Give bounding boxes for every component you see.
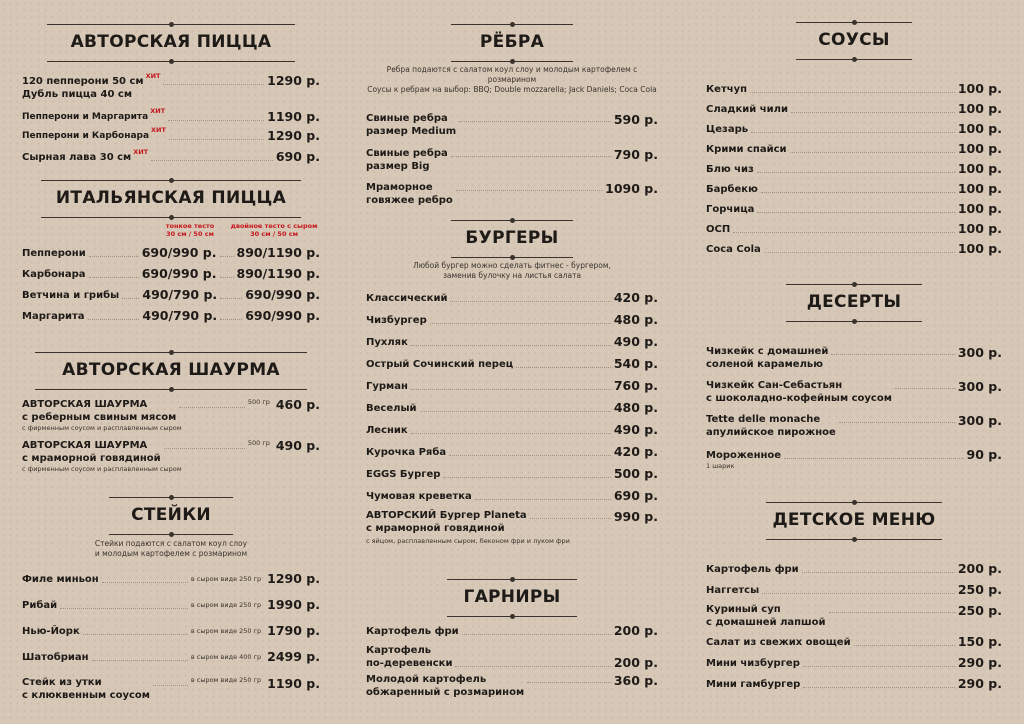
section-note: Стейки подаются с салатом коул слоу и молодым картофелем с розмарином	[94, 539, 248, 558]
menu-item: Цезарь 100 р.	[706, 121, 1002, 136]
menu-item: Tette delle monache апулийское пирожное 300 р.	[706, 413, 1002, 438]
menu-item: Пухляк 490 р.	[366, 334, 658, 349]
menu-item: Картофель фри 200 р.	[366, 623, 658, 638]
price: 1290 р.	[267, 128, 320, 143]
menu-item: Классический 420 р.	[366, 290, 658, 305]
menu-item: Чумовая креветка 690 р.	[366, 488, 658, 503]
section-header	[47, 24, 295, 62]
menu-item: Мини чизбургер 290 р.	[706, 655, 1002, 670]
section-header	[41, 180, 301, 218]
menu-item: Барбекю 100 р.	[706, 181, 1002, 196]
menu-item: Карбонара 690/990 р. 890/1190 р.	[22, 266, 320, 281]
section-title: АВТОРСКАЯ ШАУРМА	[62, 360, 280, 380]
sauce-list	[706, 82, 1002, 256]
menu-item: Мраморное говяжее ребро 1090 р.	[366, 181, 658, 206]
section-avtor-pizza	[22, 24, 320, 164]
menu-item: Наггетсы 250 р.	[706, 582, 1002, 597]
menu-item: Coca Cola 100 р.	[706, 241, 1002, 256]
hit-badge: ХИТ	[151, 126, 166, 134]
menu-item: Свиные ребра размер Big 790 р.	[366, 147, 658, 172]
menu-item: Чизбургер 480 р.	[366, 312, 658, 327]
menu-item: Веселый 480 р.	[366, 400, 658, 415]
menu-item: Крими спайси 100 р.	[706, 141, 1002, 156]
menu-item: Курочка Ряба 420 р.	[366, 444, 658, 459]
menu-item: 120 пепперони 50 см $^{ХИТ}$ 1290 р.	[22, 72, 320, 88]
menu-item: Молодой картофель обжаренный с розмарином 360 р.	[366, 673, 658, 698]
section-header	[451, 24, 573, 62]
menu-item: АВТОРСКАЯ ШАУРМА с мраморной говядиной 500 гр 490 р. с фирменным соусом и расплавленным сыром	[22, 438, 320, 473]
price: 690 р.	[275, 149, 320, 164]
section-header	[447, 579, 577, 617]
menu-item: Филе миньон в сыром виде 250 гр 1290 р.	[22, 571, 320, 586]
section-burgers	[366, 220, 658, 546]
menu-item: Пепперони и Карбонара$^{ХИТ}$ 1290 р.	[22, 126, 320, 143]
menu-item: Мини гамбургер 290 р.	[706, 676, 1002, 691]
menu-item: Мороженное 90 р. 1 шарик	[706, 447, 1002, 470]
section-note: Ребра подаются с салатом коул слоу и молодым картофелем с розмарином Соусы к ребрам на выбор: BBQ; Double mozzarella; Jack Daniels; Coca Cola	[367, 65, 657, 94]
section-title: ДЕТСКОЕ МЕНЮ	[772, 510, 936, 530]
menu-item: Рибай в сыром виде 250 гр 1990 р.	[22, 597, 320, 612]
menu-item: Лесник 490 р.	[366, 422, 658, 437]
section-garnish	[366, 579, 658, 699]
menu-item: Стейк из утки с клюквенным соусом в сыром виде 250 гр 1190 р.	[22, 676, 320, 701]
section-sauces	[706, 22, 1002, 256]
hit-badge: ХИТ	[133, 148, 149, 156]
menu-item: Маргарита 490/790 р. 690/990 р.	[22, 308, 320, 323]
menu-item: Нью-Йорк в сыром виде 250 гр 1790 р.	[22, 623, 320, 638]
section-desserts	[706, 284, 1002, 471]
menu-item: Чизкейк с домашней соленой карамелью 300 р.	[706, 345, 1002, 370]
section-title: БУРГЕРЫ	[465, 228, 559, 248]
section-title: ИТАЛЬЯНСКАЯ ПИЦЦА	[55, 188, 287, 208]
section-title: СОУСЫ	[818, 30, 890, 50]
menu-item: Картофель по-деревенски 200 р.	[366, 645, 658, 670]
menu-item: Сладкий чили 100 р.	[706, 101, 1002, 116]
section-shawarma	[22, 352, 320, 474]
menu-item: Блю чиз 100 р.	[706, 161, 1002, 176]
section-header	[786, 284, 922, 322]
menu-item: Салат из свежих овощей 150 р.	[706, 634, 1002, 649]
menu-item: АВТОРСКАЯ ШАУРМА с реберным свиным мясом 500 гр 460 р. с фирменным соусом и расплавленным сыром	[22, 397, 320, 432]
section-title: СТЕЙКИ	[131, 505, 211, 525]
section-steaks	[22, 497, 320, 702]
section-kids	[706, 502, 1002, 691]
section-header	[109, 497, 233, 535]
thin-dough-label: тонкое тесто 30 см / 50 см	[165, 222, 215, 238]
section-header	[766, 502, 942, 540]
price: 1190 р.	[267, 109, 320, 124]
section-title: АВТОРСКАЯ ПИЦЦА	[70, 32, 272, 52]
menu-item: Кетчуп 100 р.	[706, 81, 1002, 96]
menu-item: Пепперони и Маргарита$^{ХИТ}$ 1190 р.	[22, 107, 320, 124]
hit-badge: ХИТ	[145, 72, 161, 80]
menu-item: Куриный суп с домашней лапшой 250 р.	[706, 603, 1002, 628]
section-header	[451, 220, 573, 258]
section-note: Любой бургер можно сделать фитнес - бургером, заменив булочку на листья салата	[413, 261, 611, 280]
menu-item: ОСП 100 р.	[706, 221, 1002, 236]
section-ribs	[366, 24, 658, 207]
menu-item: EGGS Бургер 500 р.	[366, 466, 658, 481]
hit-badge: ХИТ	[150, 107, 166, 115]
burger-list	[366, 291, 658, 546]
menu-item: Шатобриан в сыром виде 400 гр 2499 р.	[22, 649, 320, 664]
double-dough-label: двойное тесто с сыром 30 см / 50 см	[230, 222, 318, 238]
menu-item: Пепперони 690/990 р. 890/1190 р.	[22, 245, 320, 260]
section-header	[796, 22, 912, 60]
section-title: ДЕСЕРТЫ	[806, 292, 902, 312]
section-title: ГАРНИРЫ	[463, 587, 561, 607]
section-title: РЁБРА	[479, 32, 545, 52]
menu-item: Ветчина и грибы 490/790 р. 690/990 р.	[22, 287, 320, 302]
menu-item: Гурман 760 р.	[366, 378, 658, 393]
menu-item: Чизкейк Сан-Себастьян с шоколадно-кофейным соусом 300 р.	[706, 379, 1002, 404]
section-header	[35, 352, 307, 390]
menu-item: Картофель фри 200 р.	[706, 561, 1002, 576]
menu-item: Острый Сочинский перец 540 р.	[366, 356, 658, 371]
menu-item: Горчица 100 р.	[706, 201, 1002, 216]
menu-item: Свиные ребра размер Medium 590 р.	[366, 112, 658, 137]
menu-item: АВТОРСКИЙ Бургер Planeta с мраморной говядиной 990 р. с яйцом, расплавленным сыром, беконом фри и луком фри	[366, 509, 658, 545]
menu-item: Сырная лава 30 см $^{ХИТ}$ 690 р.	[22, 148, 320, 164]
price: 1290 р.	[267, 73, 320, 88]
menu-item: Дубль пицца 40 см	[22, 89, 133, 100]
section-ital-pizza	[22, 180, 320, 323]
